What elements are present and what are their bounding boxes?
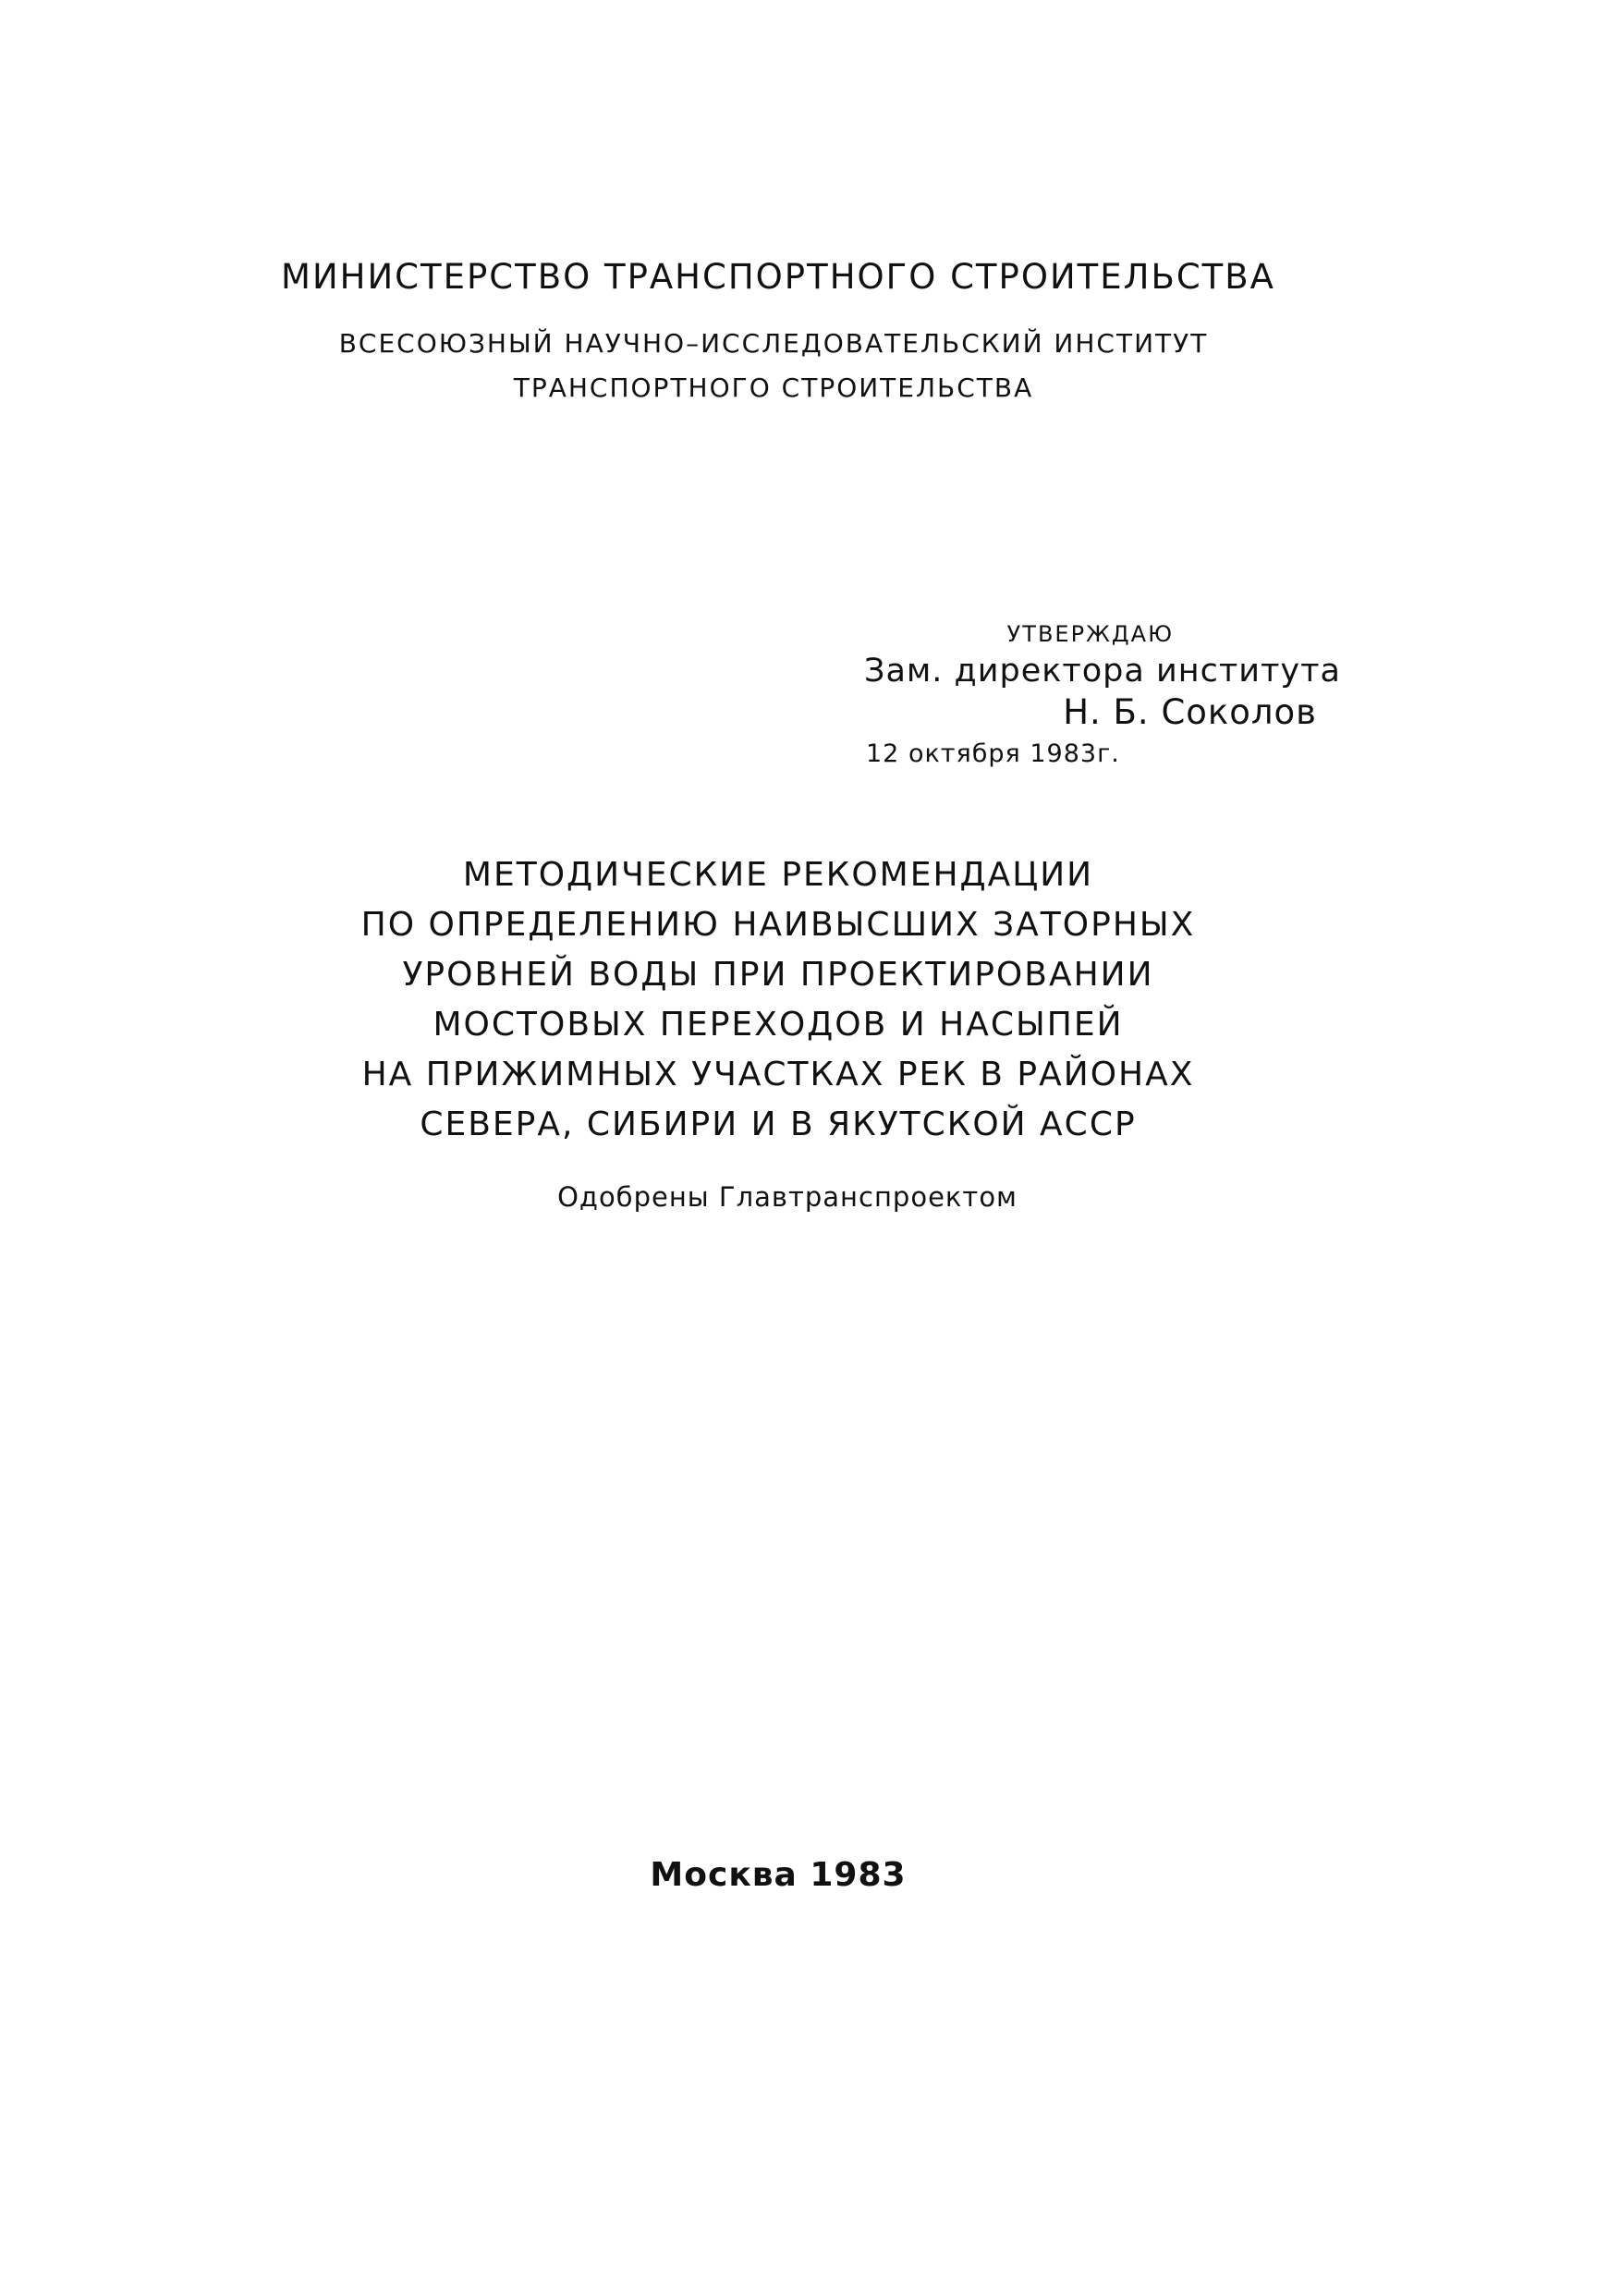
approver-name: Н. Б. Соколов: [1063, 692, 1317, 732]
approval-date: 12 октября 1983г.: [866, 739, 1120, 768]
ministry-name: МИНИСТЕРСТВО ТРАНСПОРТНОГО СТРОИТЕЛЬСТВА: [281, 257, 1275, 297]
approval-block: [864, 617, 1341, 775]
title-line-1: МЕТОДИЧЕСКИЕ РЕКОМЕНДАЦИИ: [462, 856, 1094, 894]
document-title: [0, 850, 1621, 1150]
institute-line-1: ВСЕСОЮЗНЫЙ НАУЧНО–ИССЛЕДОВАТЕЛЬСКИЙ ИНСТИТУТ: [338, 328, 1209, 359]
approved-by-note: Одобрены Главтранспроектом: [557, 1181, 1018, 1213]
institute-name: [0, 322, 1621, 410]
title-line-4: МОСТОВЫХ ПЕРЕХОДОВ И НАСЫПЕЙ: [433, 1006, 1124, 1044]
city-year: Москва 1983: [650, 1856, 907, 1894]
title-line-2: ПО ОПРЕДЕЛЕНИЮ НАИВЫСШИХ ЗАТОРНЫХ: [360, 906, 1196, 944]
title-line-5: НА ПРИЖИМНЫХ УЧАСТКАХ РЕК В РАЙОНАХ: [361, 1056, 1195, 1093]
approver-position: Зам. директора института: [864, 653, 1341, 690]
title-line-6: СЕВЕРА, СИБИРИ И В ЯКУТСКОЙ АССР: [420, 1105, 1137, 1143]
approval-word: УТВЕРЖДАЮ: [1006, 621, 1174, 647]
title-line-3: УРОВНЕЙ ВОДЫ ПРИ ПРОЕКТИРОВАНИИ: [402, 956, 1154, 994]
institute-line-2: ТРАНСПОРТНОГО СТРОИТЕЛЬСТВА: [513, 372, 1034, 403]
